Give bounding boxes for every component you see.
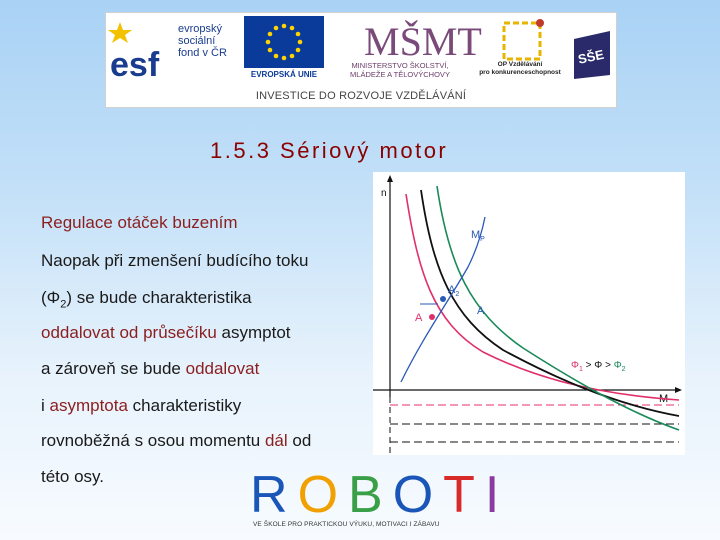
roboti-logo — [250, 462, 510, 524]
text-line-8: této osy. — [41, 467, 104, 486]
logo-banner — [105, 12, 617, 108]
svg-text:SŠE: SŠE — [576, 46, 606, 67]
a-label-right: A — [477, 305, 485, 317]
text-line-1: Regulace otáček buzením — [41, 213, 238, 232]
a2-label: $A_2$ — [448, 284, 460, 298]
m-axis-label: M — [659, 393, 669, 405]
eu-text: EVROPSKÁ UNIE — [250, 70, 318, 79]
text-line-5: a zároveň se bude oddalovat — [41, 359, 260, 378]
roboti-caption: VE ŠKOLE PRO PRAKTICKOU VÝUKU, MOTIVACI I ZÁBAVU — [253, 521, 440, 528]
text-line-3: $(\Phi_2)$ se bude charakteristika — [41, 288, 252, 311]
mp-label: $M_P$ — [471, 229, 485, 243]
text-line-6: i asymptota charakteristiky — [41, 396, 242, 415]
text-line-7: rovnoběžná s osou momentu dál od — [41, 431, 312, 450]
a-label-left: A — [415, 312, 423, 324]
n-axis-label: n — [381, 188, 387, 199]
text-line-4: oddalovat od průsečíku asymptot — [41, 323, 291, 342]
msmt-text: MINISTERSTVO ŠKOLSTVÍ, MLÁDEŽE A TĚLOVÝCHOVY — [350, 61, 450, 79]
text-line-2: Naopak při zmenšení budícího toku — [41, 251, 309, 270]
page-title: 1.5.3 Sériový motor — [210, 138, 449, 163]
phi-symbol: Φ — [46, 288, 61, 307]
motor-characteristic-graph — [373, 172, 685, 455]
svg-text:MŠMT: MŠMT — [364, 19, 482, 64]
esf-mark: esf — [110, 46, 160, 84]
point-a2 — [440, 296, 446, 302]
op-text: OP Vzdělávání pro konkurenceschopnost — [479, 61, 561, 76]
svg-text:ROBOTI: ROBOTI — [250, 466, 510, 524]
flux-legend: $\Phi_1$ > Φ > $\Phi_2$ — [571, 360, 626, 373]
esf-text: evropský sociální fond v ČR — [178, 23, 227, 59]
sse-logo — [566, 17, 614, 81]
op-logo — [478, 15, 564, 89]
banner-caption: INVESTICE DO ROZVOJE VZDĚLÁVÁNÍ — [255, 90, 467, 102]
eu-flag-icon — [244, 16, 324, 68]
point-a — [429, 314, 435, 320]
